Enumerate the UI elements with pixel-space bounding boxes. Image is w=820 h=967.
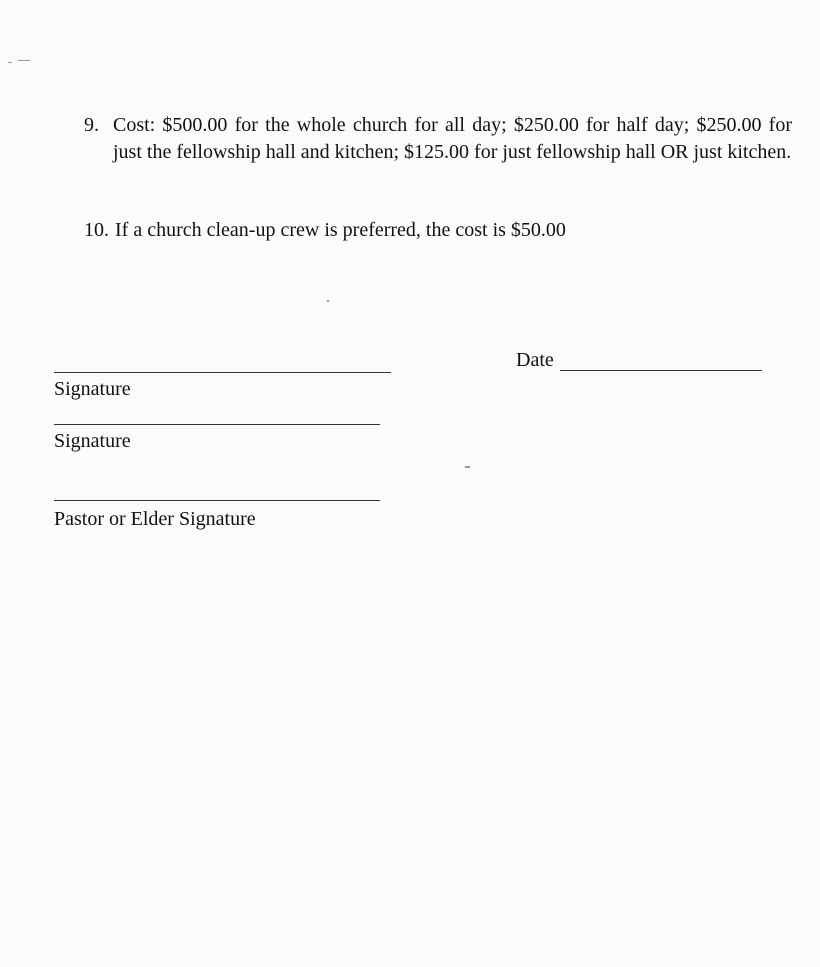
signature-line[interactable] [54,424,380,425]
signature-label: Signature [54,430,131,452]
date-line[interactable] [560,370,762,371]
date-label: Date [516,349,554,371]
scan-artifact [465,466,470,468]
scan-artifact [18,60,30,61]
signature-line[interactable] [54,372,391,373]
item-text: Cost: $500.00 for the whole church for all day; $250.00 for half day; $250.00 for just the fellowship hall and kitchen; $125.00 for just fellowship hall OR just kitchen. [113,114,792,163]
item-text: If a church clean-up crew is preferred, the cost is $50.00 [115,219,566,241]
terms-item-9 [84,112,792,166]
pastor-signature-line[interactable] [54,500,380,501]
terms-item-10 [84,217,784,244]
scan-artifact [8,62,12,63]
item-number: 10. [84,219,109,241]
signature-label: Signature [54,378,131,400]
scan-artifact [327,300,329,302]
pastor-signature-label: Pastor or Elder Signature [54,508,256,530]
item-number: 9. [84,114,99,136]
